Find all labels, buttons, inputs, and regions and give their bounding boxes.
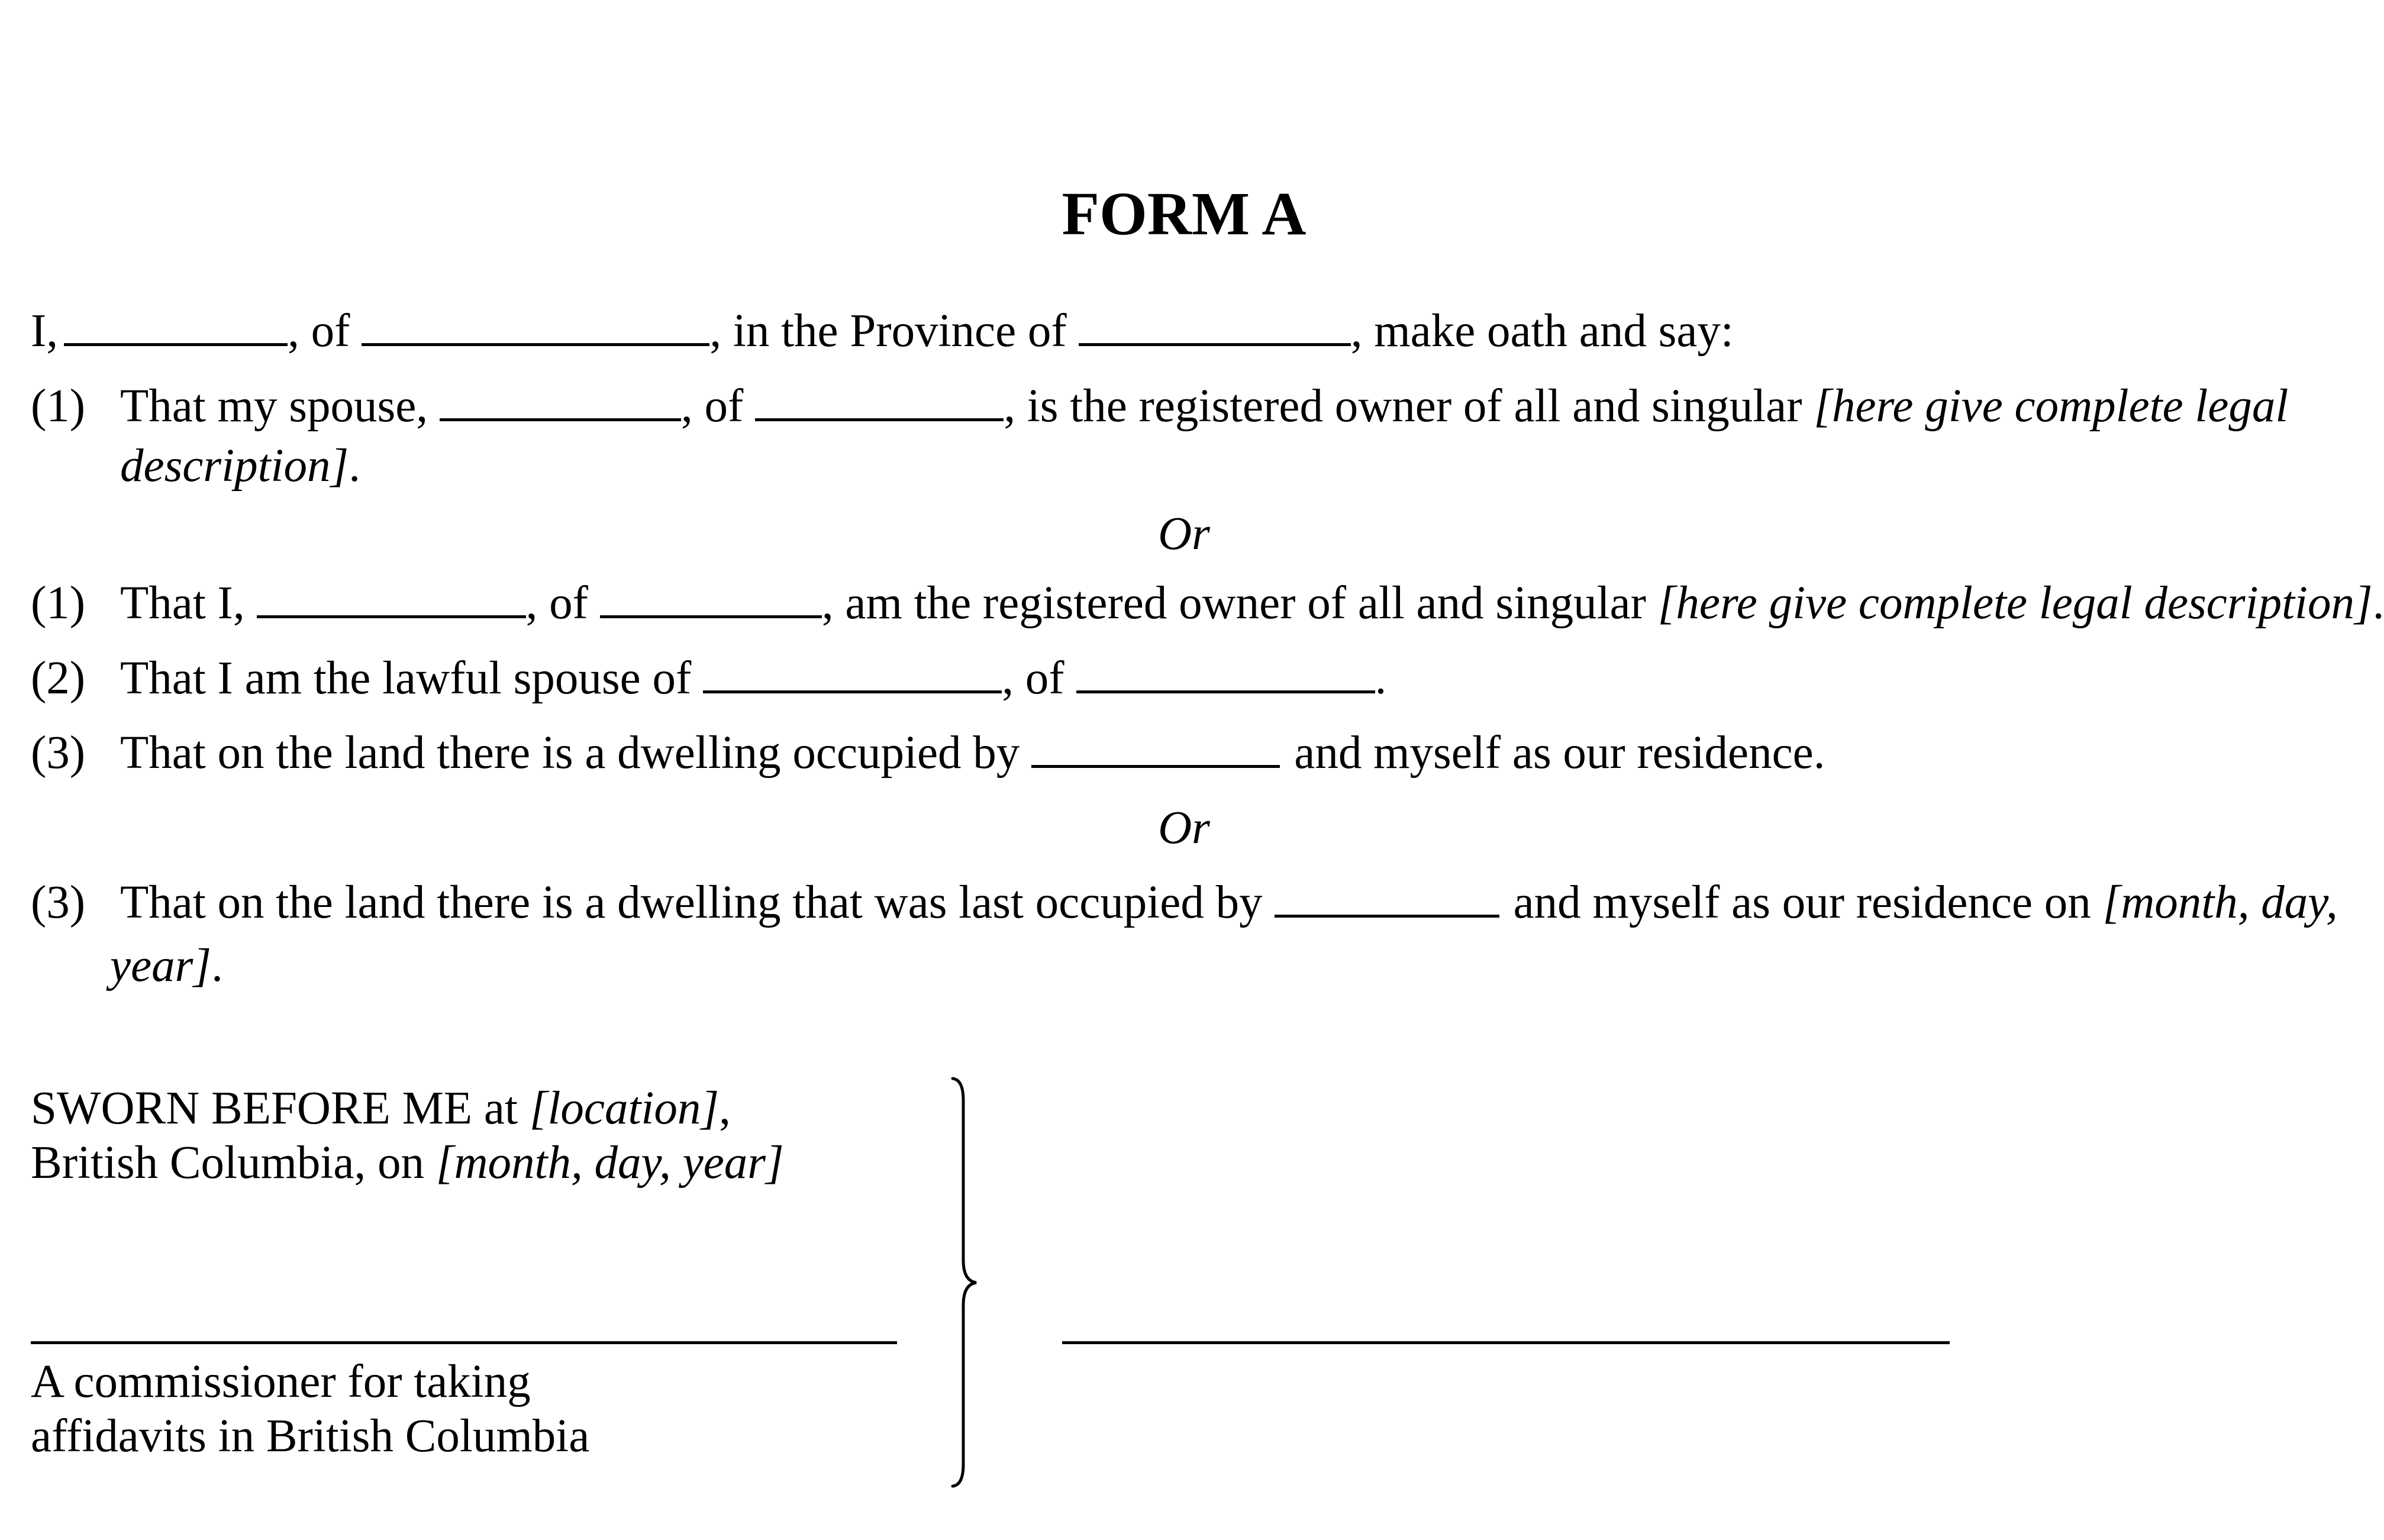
date-placeholder: [month, day, <box>2102 877 2338 928</box>
location-placeholder: [location] <box>529 1083 720 1134</box>
sworn-bc-text: British Columbia, on <box>31 1137 424 1189</box>
deponent-signature-line[interactable] <box>1062 1341 1950 1344</box>
last-occupant-blank[interactable] <box>1275 876 1499 918</box>
para-3b-end: . <box>211 940 223 992</box>
spouse-address-blank[interactable] <box>755 379 1004 421</box>
para-3a-number: (3) <box>31 727 86 779</box>
para-1b-number: (1) <box>31 577 86 629</box>
commissioner-label-2: affidavits in British Columbia <box>31 1410 590 1462</box>
para-1a-line-1 <box>120 377 2288 436</box>
para-2-end: . <box>1375 653 1387 704</box>
lawful-spouse-blank[interactable] <box>703 651 1002 693</box>
legal-description-placeholder-2: [here give complete legal description] <box>1657 577 2373 629</box>
para-1a-text-3: , is the registered owner of all and singular <box>1004 380 1802 432</box>
para-1a-number: (1) <box>31 380 86 432</box>
right-brace-icon <box>935 1077 1006 1491</box>
para-1a-line-2 <box>120 437 360 496</box>
para-3a-text-2: and myself as our residence. <box>1294 727 1825 779</box>
lawful-spouse-address-blank[interactable] <box>1076 651 1375 693</box>
para-2-number: (2) <box>31 653 86 704</box>
occupant-blank[interactable] <box>1031 726 1280 768</box>
para-1b-line <box>120 574 2384 633</box>
para-2-text-2: , of <box>1002 653 1064 704</box>
commissioner-signature-line[interactable] <box>31 1341 897 1344</box>
para-3b-text-1: That on the land there is a dwelling that was last occupied by <box>120 877 1263 928</box>
sworn-text: SWORN BEFORE ME at <box>31 1083 518 1134</box>
owner-name-blank[interactable] <box>257 576 526 618</box>
para-2-line <box>120 649 1386 708</box>
intro-text-1: I, <box>31 305 59 357</box>
para-1a-text-1: That my spouse, <box>120 380 428 432</box>
deponent-name-blank[interactable] <box>64 304 288 346</box>
deponent-address-blank[interactable] <box>362 304 709 346</box>
intro-text-2: , of <box>288 305 350 357</box>
para-3b-line-1 <box>120 873 2338 932</box>
legal-description-placeholder-cont: description] <box>120 440 349 492</box>
province-blank[interactable] <box>1079 304 1351 346</box>
form-title: FORM A <box>1062 180 1306 248</box>
sworn-comma: , <box>719 1083 731 1134</box>
para-1b-text-3: , am the registered owner of all and singular <box>821 577 1646 629</box>
para-1b-text-1: That I, <box>120 577 245 629</box>
para-1b-text-2: , of <box>525 577 588 629</box>
para-3a-line <box>120 724 1825 783</box>
para-3b-text-2: and myself as our residence on <box>1513 877 2091 928</box>
intro-text-3: , in the Province of <box>709 305 1067 357</box>
legal-description-placeholder: [here give complete legal <box>1814 380 2289 432</box>
para-1a-end: . <box>349 440 360 492</box>
sworn-line-2 <box>31 1136 784 1190</box>
intro-line <box>31 302 1734 361</box>
or-separator-1: Or <box>1158 508 1210 560</box>
para-3a-text-1: That on the land there is a dwelling occupied by <box>120 727 1020 779</box>
para-3b-line-2 <box>110 937 223 996</box>
owner-address-blank[interactable] <box>600 576 822 618</box>
para-3b-number: (3) <box>31 877 86 928</box>
commissioner-label-1: A commissioner for taking <box>31 1356 531 1407</box>
para-2-text-1: That I am the lawful spouse of <box>120 653 692 704</box>
para-1a-text-2: , of <box>681 380 744 432</box>
intro-text-4: , make oath and say: <box>1350 305 1734 357</box>
spouse-name-blank[interactable] <box>440 379 681 421</box>
date-placeholder-cont: year] <box>110 940 212 992</box>
sworn-line-1 <box>31 1081 731 1136</box>
sworn-date-placeholder: [month, day, year] <box>435 1137 784 1189</box>
or-separator-2: Or <box>1158 802 1210 854</box>
para-1b-end: . <box>2372 577 2384 629</box>
